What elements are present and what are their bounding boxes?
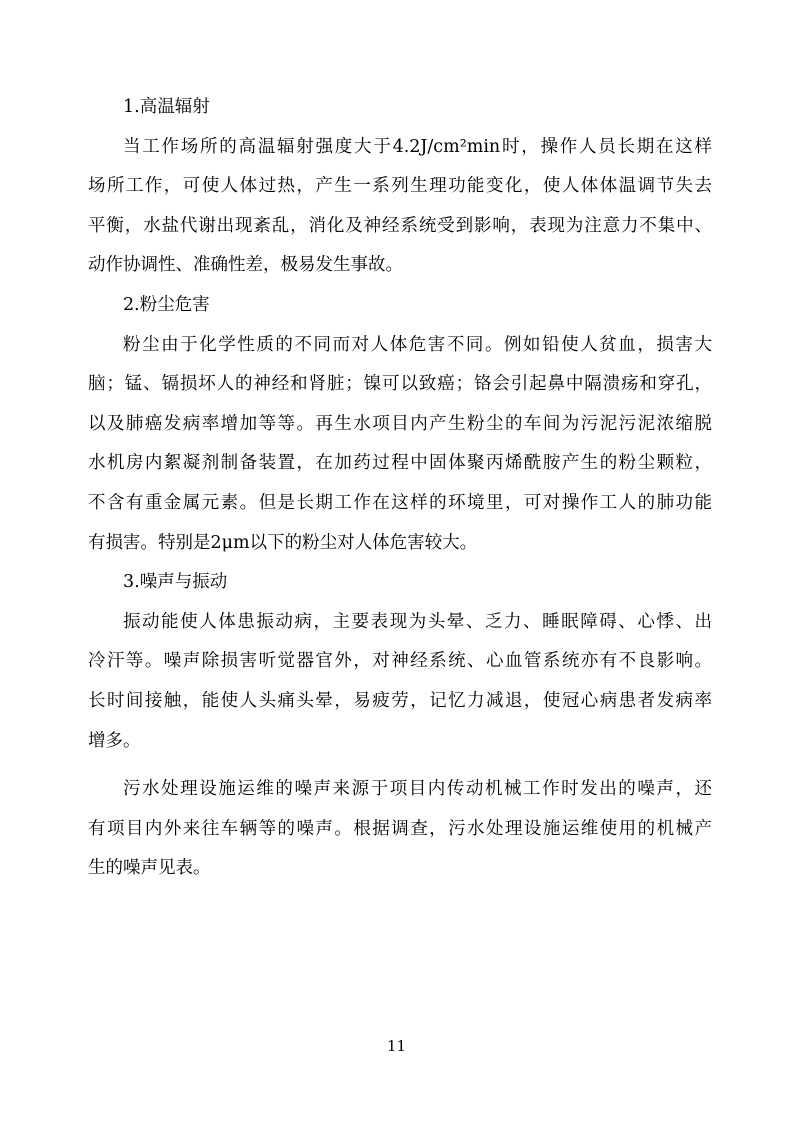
paragraph-line: 有损害。特别是2μm以下的粉尘对人体危害较大。: [88, 532, 478, 553]
paragraph-noise-sources: [88, 770, 712, 889]
paragraph-line: 水机房内絮凝剂制备装置，在加药过程中固体聚丙烯酰胺产生的粉尘颗粒，: [88, 453, 712, 474]
paragraph-high-temperature-radiation: [88, 128, 712, 286]
paragraph-vibration-effects: [88, 603, 712, 761]
page-number: 11: [386, 1037, 407, 1055]
paragraph-line: 平衡，水盐代谢出现紊乱，消化及神经系统受到影响，表现为注意力不集中、: [88, 215, 712, 236]
section-heading-noise-and-vibration: 3.噪声与振动: [123, 572, 228, 593]
paragraph-dust-hazard: [88, 326, 712, 564]
section-heading-dust-hazard: 2.粉尘危害: [123, 294, 210, 315]
paragraph-line: 污水处理设施运维的噪声来源于项目内传动机械工作时发出的噪声，还: [123, 779, 712, 800]
paragraph-line: 脑；锰、镉损坏人的神经和肾脏；镍可以致癌；铬会引起鼻中隔溃疡和穿孔，: [88, 374, 712, 395]
section-heading-high-temperature-radiation: 1.高温辐射: [123, 97, 210, 117]
paragraph-line: 冷汗等。噪声除损害听觉器官外，对神经系统、心血管系统亦有不良影响。: [88, 651, 712, 672]
paragraph-line: 长时间接触，能使人头痛头晕，易疲劳，记忆力减退，使冠心病患者发病率: [88, 690, 712, 711]
paragraph-line: 不含有重金属元素。但是长期工作在这样的环境里，可对操作工人的肺功能: [88, 492, 712, 513]
paragraph-line: 生的噪声见表。: [88, 858, 211, 879]
paragraph-spacing: [88, 761, 712, 770]
paragraph-line: 增多。: [88, 730, 141, 751]
page-content: [88, 88, 712, 889]
paragraph-line: 场所工作，可使人体过热，产生一系列生理功能变化，使人体体温调节失去: [88, 176, 712, 197]
paragraph-line: 有项目内外来往车辆等的噪声。根据调查，污水处理设施运维使用的机械产: [88, 818, 712, 839]
paragraph-line: 粉尘由于化学性质的不同而对人体危害不同。例如铅使人贫血，损害大: [123, 334, 712, 355]
paragraph-line: 振动能使人体患振动病，主要表现为头晕、乏力、睡眠障碍、心悸、出: [123, 611, 712, 632]
paragraph-line: 当工作场所的高温辐射强度大于4.2J/cm²min时，操作人员长期在这样: [123, 136, 712, 157]
paragraph-line: 动作协调性、准确性差，极易发生事故。: [88, 255, 403, 276]
paragraph-line: 以及肺癌发病率增加等等。再生水项目内产生粉尘的车间为污泥污泥浓缩脱: [88, 413, 712, 434]
